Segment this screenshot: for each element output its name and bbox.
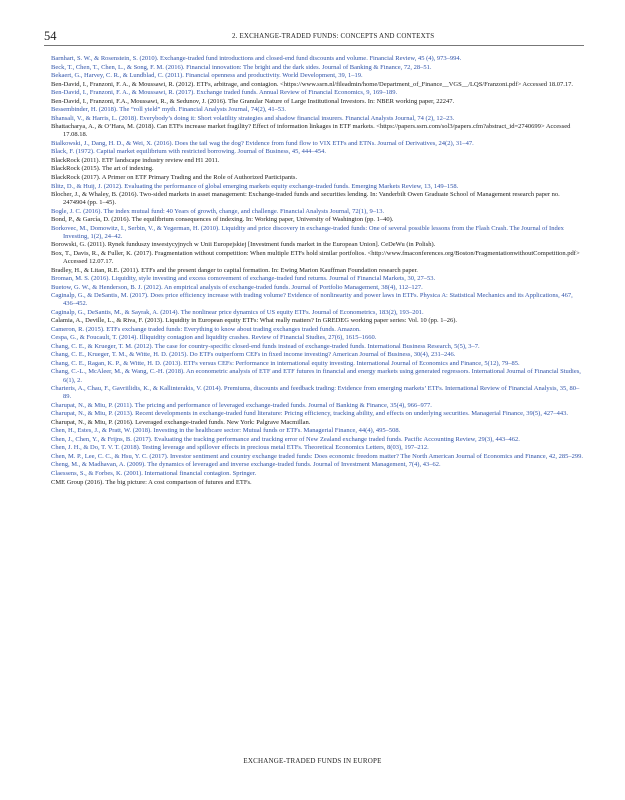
reference-entry: Box, T., Davis, R., & Fuller, K. (2017). Fragmentation without competition: When multiple ETFs hold similar portfolios. <http://www.fmaconferences.org/Boston/FragmentationwithoutCompetition.pdf> Accessed 12.07.17. — [51, 249, 580, 265]
reference-entry[interactable]: Borkovec, M., Domowitz, I., Serbin, V., & Yegerman, H. (2010). Liquidity and price discovery in exchange-traded funds: One of several possible lessons from the Flash Crash. The Journal of Index Investing, 1(2), 24–42. — [51, 224, 564, 240]
reference-entry: BlackRock (2011). ETF landscape industry review end H1 2011. — [51, 156, 220, 164]
page-header — [44, 29, 584, 45]
reference-entry: Borowski, G. (2011). Rynek funduszy inwestycyjnych w Unii Europejskiej [Investment funds market in the European Union]. CeDeWu (in Polish). — [51, 241, 436, 249]
reference-entry[interactable]: Beck, T., Chen, T., Chen, L., & Song, F. M. (2016). Financial innovation: The bright and the dark sides. Journal of Banking & Finance, 72, 28–51. — [51, 63, 432, 71]
reference-entry[interactable]: Chang, C.-L., McAleer, M., & Wang, C.-H. (2018). An econometric analysis of ETF and ETF futures in financial and energy markets using generated regressors. International Journal of Financial Studies, 6(1), 2. — [51, 368, 581, 384]
reference-entry[interactable]: Charteris, A., Chau, F., Gavriilidis, K., & Kallinterakis, V. (2014). Premiums, discounts and feedback trading: Evidence from emerging markets’ ETFs. International Review of Financial Analysis, 35, 80–89. — [51, 385, 580, 401]
reference-entry[interactable]: Cespa, G., & Foucault, T. (2014). Illiquidity contagion and liquidity crashes. Review of Financial Studies, 27(6), 1615–1660. — [51, 334, 377, 342]
reference-entry[interactable]: Charupat, N., & Miu, P. (2013). Recent developments in exchange-traded fund literature: Pricing efficiency, tracking ability, and effects on underlying securities. Managerial Finance, 39(5), 427–443. — [51, 410, 568, 418]
reference-entry: CME Group (2016). The big picture: A cost comparison of futures and ETFs. — [51, 478, 252, 486]
reference-entry[interactable]: Chang, C. E., Ragan, K. P., & Witte, H. D. (2013). ETFs versus CEFs: Performance in international equity investing. International Journal of Economics and Finance, 5(12), 79–85. — [51, 359, 520, 367]
reference-entry[interactable]: Charupat, N., & Miu, P. (2011). The pricing and performance of leveraged exchange-traded funds. Journal of Banking & Finance, 35(4), 966–977. — [51, 401, 432, 409]
page-footer: EXCHANGE-TRADED FUNDS IN EUROPE — [243, 757, 382, 765]
page-number: 54 — [44, 29, 57, 43]
reference-entry: Charupat, N., & Miu, P. (2016). Leveraged exchange-traded funds. New York: Palgrave Macmillan. — [51, 418, 311, 426]
reference-entry[interactable]: Claessens, S., & Forbes, K. (2001). International financial contagion. Springer. — [51, 469, 257, 477]
reference-entry[interactable]: Black, F. (1972). Capital market equilibrium with restricted borrowing. Journal of Business, 45, 444–454. — [51, 148, 326, 156]
reference-entry[interactable]: Bialkowski, J., Dang, H. D., & Wei, X. (2016). Does the tail wag the dog? Evidence from fund flow to VIX ETFs and ETNs. Journal of Derivatives, 24(2), 31–47. — [51, 139, 474, 147]
reference-entry[interactable]: Chen, J. H., & Do, T. V. T. (2018). Testing leverage and spillover effects in precious metal ETFs. Theoretical Economics Letters, 8(03), 197–212. — [51, 444, 429, 452]
reference-list — [51, 55, 584, 487]
reference-entry[interactable]: Caginalp, G., DeSantis, M., & Sayrak, A. (2014). The nonlinear price dynamics of US equity ETFs. Journal of Econometrics, 183(2), 193–201. — [51, 308, 424, 316]
reference-entry: BlackRock (2015). The art of indexing. — [51, 165, 154, 173]
reference-entry: Blocher, J., & Whaley, B. (2016). Two-sided markets in asset management: Exchange-traded funds and securities lending. In: Vanderbilt Owen Graduate School of Management research paper no. 2474904 (pp. 1–45). — [51, 191, 560, 207]
reference-entry[interactable]: Blitz, D., & Huij, J. (2012). Evaluating the performance of global emerging markets equity exchange-traded funds. Emerging Markets Review, 13, 149–158. — [51, 182, 459, 190]
running-head: 2. EXCHANGE-TRADED FUNDS: CONCEPTS AND CONTEXTS — [232, 32, 435, 40]
reference-entry[interactable]: Chen, M. P., Lee, C. C., & Hsu, Y. C. (2017). Investor sentiment and country exchange traded funds: Does economic freedom matter? The North American Journal of Economics and Finance, 42, 285–299. — [51, 452, 584, 460]
reference-entry[interactable]: Buetow, G. W., & Henderson, B. J. (2012). An empirical analysis of exchange-traded funds. Journal of Portfolio Management, 38(4), 112–127. — [51, 283, 423, 291]
reference-entry[interactable]: Chen, H., Estes, J., & Pratt, W. (2018). Investing in the healthcare sector: Mutual funds or ETFs. Managerial Finance, 44(4), 495–508. — [51, 427, 401, 435]
reference-entry[interactable]: Bessembinder, H. (2018). The “roll yield” myth. Financial Analysts Journal, 74(2), 41–53. — [51, 106, 287, 114]
reference-entry[interactable]: Broman, M. S. (2016). Liquidity, style investing and excess comovement of exchange-traded fund returns. Journal of Financial Markets, 30, 27–53. — [51, 275, 436, 283]
reference-entry[interactable]: Cameron, R. (2015). ETFs exchange traded funds: Everything to know about trading exchanges traded funds. Amazon. — [51, 325, 361, 333]
reference-entry[interactable]: Caginalp, G., & DeSantis, M. (2017). Does price efficiency increase with trading volume? Evidence of nonlinearity and power laws in ETFs. Physica A: Statistical Mechanics and its Applications, 467, 436–452. — [51, 292, 573, 308]
reference-entry: Calamia, A., Deville, L., & Riva, F. (2013). Liquidity in European equity ETFs: What really matters? In GREDEG working paper series: Vol. 10 (pp. 1–26). — [51, 317, 458, 325]
reference-entry[interactable]: Bekaert, G., Harvey, C. R., & Lundblad, C. (2011). Financial openness and productivity. World Development, 39, 1–19. — [51, 72, 363, 80]
header-rule — [44, 45, 584, 46]
reference-entry[interactable]: Bhansali, V., & Harris, L. (2018). Everybody’s doing it: Short volatility strategies and shadow financial insurers. Financial Analysts Journal, 74 (2), 12–23. — [51, 114, 455, 122]
reference-entry: Bond, P., & García, D. (2016). The equilibrium consequences of indexing. In: Working paper, University of Washington (pp. 1–40). — [51, 216, 394, 224]
reference-entry[interactable]: Chen, J., Chen, Y., & Frijns, B. (2017). Evaluating the tracking performance and tracking error of New Zealand exchange traded funds. Pacific Accounting Review, 29(3), 443–462. — [51, 435, 520, 443]
reference-entry: Ben-David, I., Franzoni, F.A., Moussawi, R., & Sedunov, J. (2016). The Granular Nature of Large Institutional Investors. In: NBER working paper, 22247. — [51, 97, 455, 105]
reference-entry: BlackRock (2017). A Primer on ETF Primary Trading and the Role of Authorized Participants. — [51, 174, 298, 181]
reference-entry[interactable]: Ben-David, I., Franzoni, F. A., & Moussawi, R. (2017). Exchange traded funds. Annual Review of Financial Economics, 9, 169–189. — [51, 89, 398, 97]
reference-entry: Bradley, H., & Litan, R.E. (2011). ETFs and the present danger to capital formation. In: Ewing Marion Kauffman Foundation research paper. — [51, 266, 418, 274]
reference-entry[interactable]: Bogle, J. C. (2016). The index mutual fund: 40 Years of growth, change, and challenge. Financial Analysts Journal, 72(1), 9–13. — [51, 207, 385, 215]
reference-entry: Ben-David, I., Franzoni, F. A., & Moussawi, R. (2012). ETFs, arbitrage, and contagion. <https://www.ssrn.nl/fileadmin/home/Department_of_Finance__VGS__/LQS/Franzoni.pdf> Accessed 18.07.17. — [51, 80, 573, 88]
reference-entry: Bhattacharya, A., & O’Hara, M. (2018). Can ETFs increase market fragility? Effect of information linkages in ETF markets. <https://papers.ssrn.com/sol3/papers.cfm?abstract_id=2740699> Accessed 17.08.18. — [51, 123, 571, 139]
reference-entry[interactable]: Cheng, M., & Madhavan, A. (2009). The dynamics of leveraged and inverse exchange-traded funds. Journal of Investment Management, 7(4), 43–62. — [51, 461, 441, 469]
reference-entry[interactable]: Chang, C. E., & Krueger, T. M. (2012). The case for country-specific closed-end funds instead of exchange-traded funds. International Business Research, 5(5), 3–7. — [51, 342, 480, 350]
reference-entry[interactable]: Chang, C. E., Krueger, T. M., & Witte, H. D. (2015). Do ETFs outperform CEFs in fixed income investing? American Journal of Business, 30(4), 231–246. — [51, 351, 456, 359]
reference-entry[interactable]: Barnhart, S. W., & Rosenstein, S. (2010). Exchange-traded fund introductions and closed-end fund discounts and volume. Financial Review, 45 (4), 973–994. — [51, 55, 462, 62]
